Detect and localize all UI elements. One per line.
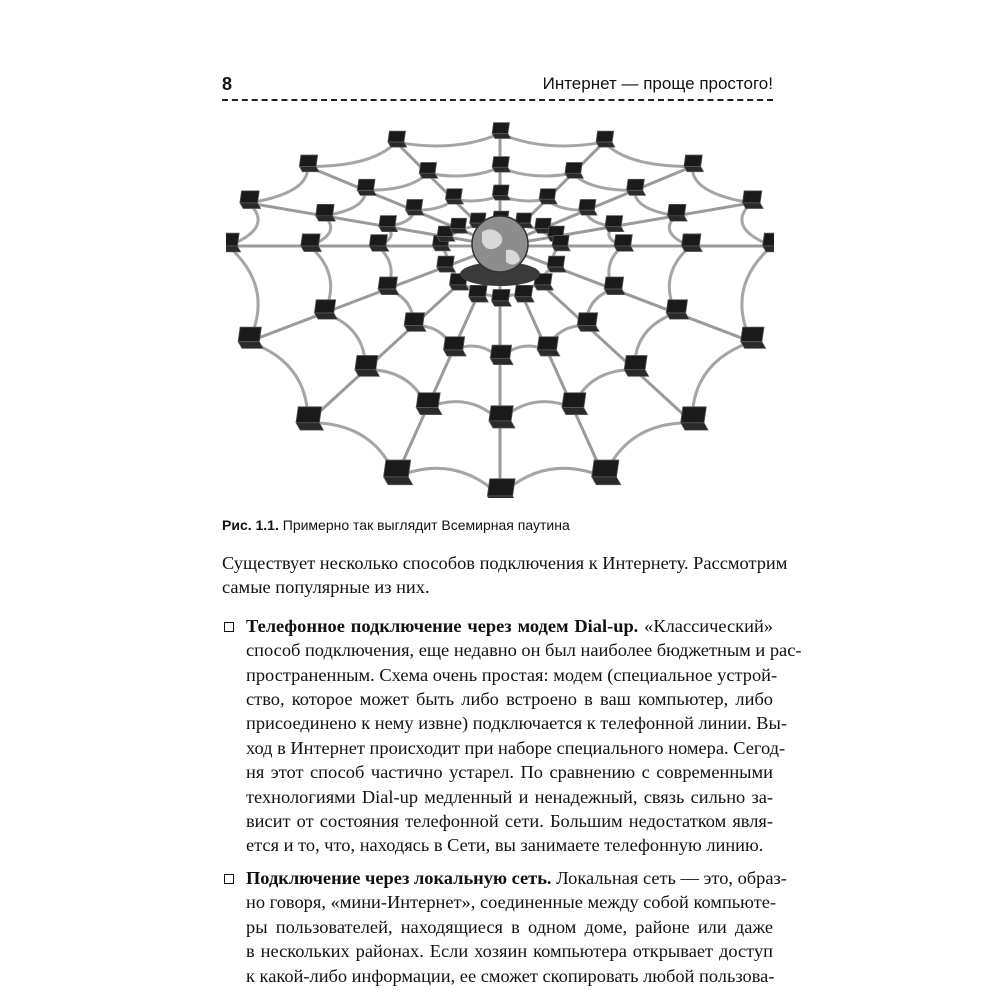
- laptop-icon: [316, 204, 336, 221]
- laptop-icon: [445, 189, 463, 204]
- laptop-icon: [240, 191, 261, 209]
- laptop-icon: [624, 355, 649, 376]
- list-item-title: Подключение через локальную сеть.: [246, 867, 552, 888]
- laptop-icon: [299, 155, 319, 172]
- laptop-icon: [565, 162, 584, 178]
- laptop-icon: [604, 277, 625, 295]
- laptop-icon: [537, 337, 560, 356]
- list-item-title: Телефонное подключение через модем Dial-up.: [246, 615, 639, 636]
- text-line: ры пользователей, находящиеся в одном доме, районе или даже: [246, 916, 773, 937]
- laptop-icon: [742, 191, 763, 209]
- laptop-icon: [444, 337, 467, 356]
- text-line: ется и то, что, находясь в Сети, вы занимаете телефонную линию.: [246, 835, 764, 856]
- laptop-icon: [684, 155, 704, 172]
- list-item-dialup: [222, 614, 802, 858]
- laptop-icon: [605, 216, 624, 232]
- laptop-icon: [450, 218, 468, 233]
- laptop-icon: [552, 235, 570, 250]
- text-line: Существует несколько способов подключения к Интернету. Рассмотрим: [222, 553, 788, 573]
- body-text: [222, 551, 802, 996]
- running-title: Интернет — проще простого!: [542, 74, 773, 93]
- laptop-icon: [681, 407, 709, 430]
- laptop-icon: [378, 277, 399, 295]
- text-line: способ подключения, еще недавно он был наиболее бюджетным и рас-: [246, 640, 802, 661]
- list-item-lan: [222, 866, 787, 988]
- text-line: технологиями Dial-up медленный и ненадежный, связь сильно за-: [246, 786, 773, 807]
- laptop-icon: [238, 327, 263, 348]
- laptop-icon: [579, 200, 598, 216]
- laptop-icon: [741, 327, 766, 348]
- page-number: 8: [222, 74, 233, 94]
- page-header: [222, 74, 773, 100]
- laptop-icon: [492, 157, 510, 173]
- text-line: [246, 614, 773, 638]
- text-line: [246, 866, 787, 890]
- laptop-icon: [614, 235, 634, 252]
- laptop-icon: [667, 204, 687, 221]
- laptop-icon: [489, 406, 515, 428]
- text-line: в нескольких районах. Если хозяин компьютера открывает доступ: [246, 941, 773, 962]
- checkbox-bullet-icon: [224, 874, 234, 884]
- laptop-icon: [314, 300, 337, 319]
- laptop-icon: [562, 393, 588, 415]
- laptop-icon: [384, 460, 413, 485]
- laptop-icon: [492, 123, 511, 139]
- laptop-icon: [547, 256, 566, 272]
- text-line: ня этот способ частично устарел. По сравнению с современными: [246, 762, 773, 783]
- text-line: висит от состояния телефонной сети. Большим недостатком явля-: [246, 811, 773, 832]
- laptop-icon: [355, 355, 380, 376]
- laptop-icon: [419, 162, 438, 178]
- laptop-icon: [492, 289, 512, 306]
- laptop-icon: [369, 235, 389, 252]
- intro-paragraph: [222, 551, 788, 600]
- text-line: присоединено к нему извне) подключается к телефонной линии. Вы-: [246, 713, 787, 734]
- figure-caption: [222, 517, 782, 533]
- laptop-icon: [577, 313, 599, 332]
- text-line: к какой-либо информации, ее сможет скопировать любой пользова-: [246, 965, 775, 986]
- laptop-icon: [682, 234, 703, 252]
- laptop-icon: [487, 479, 517, 498]
- laptop-icon: [763, 233, 774, 252]
- text-line: но говоря, «мини-Интернет», соединенные между собой компьюте-: [246, 892, 776, 913]
- laptop-icon: [627, 179, 646, 195]
- list-item-text: «Классический»: [644, 615, 773, 636]
- laptop-icon: [539, 189, 557, 204]
- figure-caption-text: Примерно так выглядит Всемирная паутина: [282, 517, 570, 533]
- laptop-icon: [492, 185, 510, 200]
- laptop-icon: [596, 131, 615, 147]
- laptop-icon: [437, 256, 456, 272]
- laptop-icon: [404, 313, 426, 332]
- laptop-icon: [666, 300, 689, 319]
- laptop-icon: [379, 216, 398, 232]
- figure-web-illustration: [226, 118, 774, 498]
- text-line: ход в Интернет происходит при наборе специального номера. Сегод-: [246, 737, 786, 758]
- laptop-icon: [388, 131, 407, 147]
- text-line: пространенным. Схема очень простая: модем (специальное устрой-: [246, 664, 778, 685]
- laptop-icon: [357, 179, 376, 195]
- laptop-icon: [469, 285, 489, 302]
- header-divider: [222, 99, 773, 101]
- figure-caption-label: Рис. 1.1.: [222, 517, 279, 533]
- text-line: ство, которое может быть либо встроено в ваш компьютер, либо: [246, 689, 773, 710]
- checkbox-bullet-icon: [224, 622, 234, 632]
- text-line: самые популярные из них.: [222, 577, 430, 598]
- laptop-icon: [416, 393, 442, 415]
- laptop-icon: [406, 200, 425, 216]
- laptop-icon: [301, 234, 322, 252]
- list-item-text: Локальная сеть — это, образ-: [556, 867, 787, 888]
- laptop-icon: [514, 285, 534, 302]
- web-of-laptops-around-globe-icon: [226, 118, 774, 498]
- laptop-icon: [296, 407, 324, 430]
- laptop-icon: [490, 345, 513, 365]
- laptop-icon: [592, 460, 621, 485]
